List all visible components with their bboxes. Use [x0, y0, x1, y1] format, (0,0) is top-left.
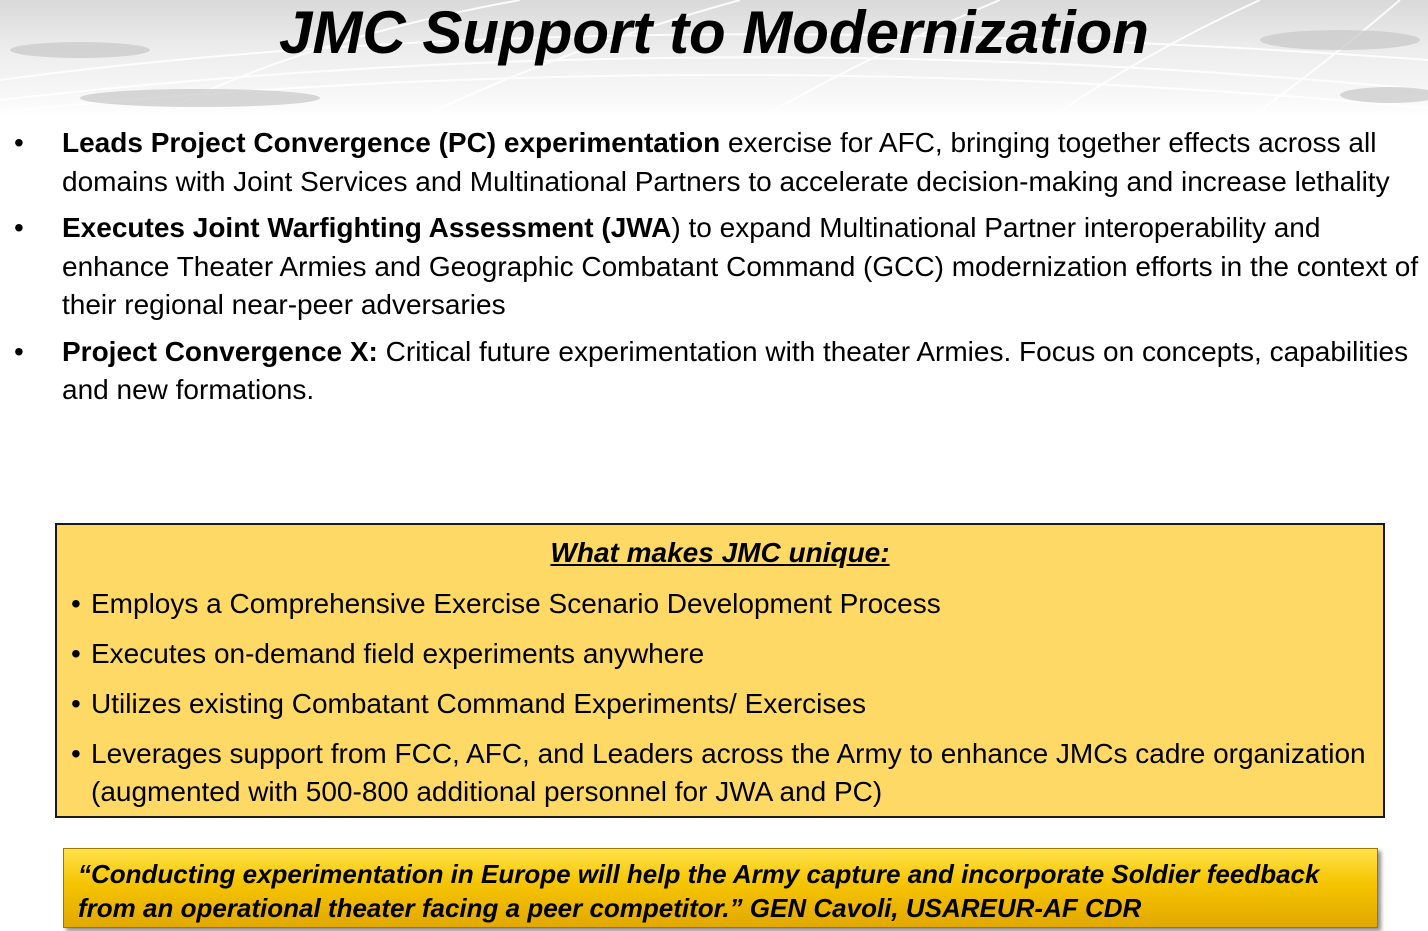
bullet-project-convergence [14, 124, 1424, 201]
unique-item-text: Employs a Comprehensive Exercise Scenario Development Process [91, 588, 941, 619]
unique-item-text: Executes on-demand field experiments anywhere [91, 638, 705, 669]
unique-item-leverages-support [71, 735, 1371, 811]
quote-box [63, 848, 1378, 928]
bullet-project-convergence-x [14, 333, 1424, 410]
unique-title: What makes JMC unique: [550, 537, 890, 568]
bullet-bold-text: Project Convergence X: [62, 335, 378, 367]
unique-item-combatant-command [71, 685, 1371, 723]
unique-item-scenario [71, 585, 1371, 623]
bullet-jwa [14, 209, 1424, 325]
bullet-marker: • [14, 127, 24, 158]
unique-item-field-experiments [71, 635, 1371, 673]
unique-callout-box [55, 523, 1385, 818]
bullet-bold-text: Executes Joint Warfighting Assessment (JWA [62, 212, 672, 243]
bullet-text: ) to expand Multinational Partner interoperability and enhance Theater Armies and Geographic Combatant Command (GCC) modernization efforts in the context of their regional near-peer adversaries [62, 212, 1419, 320]
bullet-marker: • [14, 335, 24, 367]
bullet-marker: • [71, 638, 81, 669]
bullet-text: exercise for AFC, bringing together effects across all domains with Joint Services and Multinational Partners to accelerate decision-making and increase lethality [62, 127, 1390, 197]
unique-item-text: Leverages support from FCC, AFC, and Leaders across the Army to enhance JMCs cadre organization (augmented with 500-800 additional personnel for JWA and PC) [91, 738, 1366, 807]
page-title: JMC Support to Modernization [279, 0, 1149, 66]
unique-list [71, 585, 1371, 823]
bullet-bold-text: Leads Project Convergence (PC) experimentation [62, 127, 721, 158]
bullet-marker: • [71, 688, 81, 719]
bullet-marker: • [71, 588, 81, 619]
main-bullet-list [14, 124, 1424, 418]
bullet-marker: • [14, 212, 24, 243]
unique-item-text: Utilizes existing Combatant Command Experiments/ Exercises [91, 688, 866, 719]
bullet-marker: • [71, 738, 81, 769]
quote-text: “Conducting experimentation in Europe will help the Army capture and incorporate Soldier feedback from an operational theater facing a peer competitor.” GEN Cavoli, USAREUR-AF CDR [78, 859, 1320, 923]
bullet-text: Critical future experimentation with theater Armies. Focus on concepts, capabilities and new formations. [62, 335, 1409, 405]
